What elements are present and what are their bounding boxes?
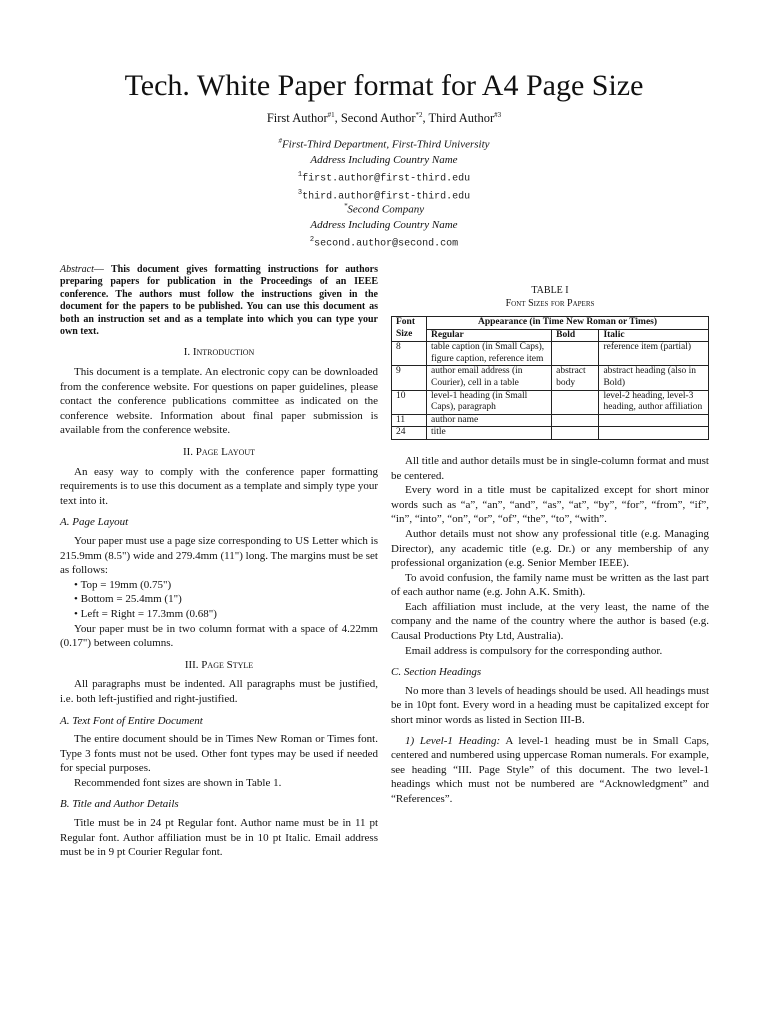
paragraph: All paragraphs must be indented. All paragraphs must be justified, i.e. both left-justified and right-justified. — [60, 678, 378, 705]
table-row — [392, 342, 709, 366]
paragraph: Recommended font sizes are shown in Table 1. — [74, 776, 282, 789]
table-cell-bold — [552, 414, 599, 427]
abstract-body: This document gives formatting instructions for authors preparing papers for publication in the Proceedings of an IEEE conference. The authors must follow the instructions given in the document for the papers to be published. You can use this document as both an instruction set and as a template into which you can type your own text. — [60, 264, 379, 338]
level-1-heading-label: 1) Level-1 Heading: — [405, 734, 501, 747]
table-cell-size: 10 — [392, 390, 427, 414]
section-heading-page-layout: II. Page Layout — [182, 446, 256, 458]
author-1: First Author — [266, 111, 328, 126]
author-2: Second Author — [340, 111, 416, 126]
font-size-table — [391, 316, 709, 440]
table-cell-bold: abstract body — [552, 366, 599, 390]
affiliation-1 — [0, 134, 768, 204]
paragraph: Your paper must be in two column format with a space of 4.22mm (0.17") between columns. — [60, 622, 378, 650]
table-cell-italic: reference item (partial) — [599, 342, 709, 366]
paragraph: All title and author details must be in single-column format and must be centered. — [391, 454, 709, 482]
table-cell-bold — [552, 342, 599, 366]
email-first-author: first.author@first-third.edu — [302, 172, 471, 184]
author-3: Third Author — [428, 111, 495, 126]
author-2-marker: *2 — [415, 111, 423, 119]
table-cell-size: 9 — [392, 366, 427, 390]
author-3-marker: #3 — [494, 111, 502, 119]
email-second-author: second.author@second.com — [314, 237, 459, 249]
subsection-heading-title-author: B. Title and Author Details — [60, 798, 179, 811]
right-column — [391, 284, 709, 807]
paper-title: Tech. White Paper format for A4 Page Size — [124, 69, 644, 102]
table-caption: Font Sizes for Papers — [505, 298, 595, 309]
table-cell-bold — [552, 390, 599, 414]
email-third-author: third.author@first-third.edu — [302, 191, 471, 203]
author-separator: , — [422, 111, 429, 126]
paragraph: Your paper must use a page size corresponding to US Letter which is 215.9mm (8.5") wide and 279.4mm (11") long. The margins must be set as follows: — [60, 534, 378, 577]
table-row — [392, 366, 709, 390]
paragraph: To avoid confusion, the family name must be written as the last part of each author name (e.g. John A.K. Smith). — [391, 571, 709, 599]
table-cell-italic — [599, 414, 709, 427]
table-cell-regular: title — [427, 427, 552, 440]
email-marker: 3 — [297, 188, 303, 197]
affiliation-company: Second Company — [347, 203, 425, 216]
list-item: • Left = Right = 17.3mm (0.68") — [74, 607, 378, 622]
author-1-marker: #1 — [327, 111, 335, 119]
level-1-heading-body: A level-1 heading must be in Small Caps, centered and numbered using uppercase Roman numerals. For example, see heading “III. Page Style” of this document. The two level-1 headings which must not be numbered are “Acknowledgment” and “References”. — [391, 734, 709, 805]
table-header-font-size: Font Size — [392, 317, 427, 342]
table-cell-regular: author name — [427, 414, 552, 427]
table-header-bold: Bold — [552, 329, 599, 342]
table-cell-regular: level-1 heading (in Small Caps), paragraph — [427, 390, 552, 414]
table-cell-regular: table caption (in Small Caps), figure caption, reference item — [427, 342, 552, 366]
paragraph: No more than 3 levels of headings should be used. All headings must be in 10pt font. Every word in a heading must be capitalized except for short minor words as listed in Section III-B. — [391, 684, 709, 727]
paragraph: Author details must not show any professional title (e.g. Managing Director), any academic title (e.g. Dr.) or any membership of any professional organization (e.g. Senior Member IEEE). — [391, 527, 709, 570]
subsection-heading-text-font: A. Text Font of Entire Document — [60, 714, 203, 727]
abstract — [60, 264, 378, 338]
affiliation-marker: * — [343, 202, 348, 210]
paragraph: This document is a template. An electronic copy can be downloaded from the conference website. For questions on paper guidelines, please contact the conference publications committee as indicated on the conference website. Information about final paper submission is available from the conference website. — [60, 366, 378, 437]
section-heading-page-style: III. Page Style — [184, 658, 254, 671]
author-separator: , — [334, 111, 341, 126]
section-heading-introduction: I. Introduction — [183, 346, 255, 359]
table-cell-italic: level-2 heading, level-3 heading, author affiliation — [599, 390, 709, 414]
table-row — [392, 427, 709, 440]
abstract-label: Abstract — [60, 264, 94, 275]
subsection-heading-section-headings: C. Section Headings — [391, 666, 482, 679]
left-column — [60, 264, 378, 860]
paragraph-level-1-heading — [391, 734, 709, 807]
table-header-appearance: Appearance (in Time New Roman or Times) — [427, 317, 709, 330]
affiliation-2 — [0, 199, 768, 251]
paragraph: The entire document should be in Times New Roman or Times font. Type 3 fonts must not be used. Other font types may be used if needed for special purposes. — [60, 733, 378, 775]
table-header-italic: Italic — [599, 329, 709, 342]
table-cell-size: 8 — [392, 342, 427, 366]
paragraph: Each affiliation must include, at the very least, the name of the company and the name of the country where the author is based (e.g. Causal Productions Pty Ltd, Australia). — [391, 600, 709, 643]
subsection-heading-page-layout: A. Page Layout — [60, 516, 129, 529]
abstract-dash: — — [93, 264, 112, 275]
affiliation-address: Address Including Country Name — [310, 218, 458, 231]
table-cell-regular: author email address (in Courier), cell in a table — [427, 366, 552, 390]
author-line — [0, 111, 768, 126]
table-cell-italic: abstract heading (also in Bold) — [599, 366, 709, 390]
table-row — [392, 390, 709, 414]
table-row — [392, 414, 709, 427]
email-marker: 2 — [309, 235, 315, 244]
paragraph: Title must be in 24 pt Regular font. Author name must be in 11 pt Regular font. Author affiliation must be in 10 pt Italic. Email address must be in 9 pt Courier Regular font. — [60, 817, 378, 859]
affiliation-department: First-Third Department, First-Third University — [281, 138, 490, 151]
table-cell-bold — [552, 427, 599, 440]
table-cell-italic — [599, 427, 709, 440]
paragraph: An easy way to comply with the conference paper formatting requirements is to use this document as a template and simply type your text into it. — [60, 465, 378, 507]
paragraph: Email address is compulsory for the corresponding author. — [405, 644, 663, 657]
table-label: TABLE I — [531, 285, 569, 296]
list-item: • Bottom = 25.4mm (1") — [74, 592, 378, 607]
margin-list — [60, 578, 378, 622]
table-cell-size: 11 — [392, 414, 427, 427]
email-marker: 1 — [297, 170, 303, 179]
affiliation-marker: # — [278, 137, 282, 145]
table-header-regular: Regular — [427, 329, 552, 342]
table-cell-size: 24 — [392, 427, 427, 440]
list-item: • Top = 19mm (0.75") — [74, 578, 378, 593]
paragraph: Every word in a title must be capitalized except for short minor words such as “a”, “an”, “and”, “as”, “at”, “by”, “for”, “from”, “if”, “in”, “into”, “on”, “or”, “of”, “the”, “to”, “with”. — [391, 484, 709, 526]
affiliation-address: Address Including Country Name — [310, 153, 458, 166]
